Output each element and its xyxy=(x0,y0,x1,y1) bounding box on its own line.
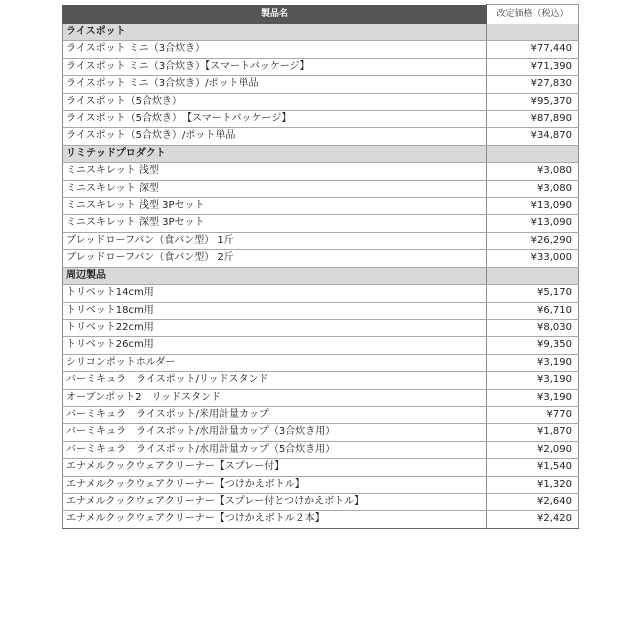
table-row xyxy=(63,406,579,423)
table-row xyxy=(63,250,579,267)
product-price: ¥26,290 xyxy=(487,232,579,249)
table-row xyxy=(63,441,579,458)
category-row xyxy=(63,24,579,41)
table-row xyxy=(63,111,579,128)
product-price: ¥3,080 xyxy=(487,163,579,180)
table-row xyxy=(63,389,579,406)
product-price: ¥3,190 xyxy=(487,389,579,406)
product-name: ライスポット（5合炊き） 【スマートパッケージ】 xyxy=(63,111,487,128)
table-row xyxy=(63,232,579,249)
product-price: ¥6,710 xyxy=(487,302,579,319)
product-name: ライスポット（5合炊き） xyxy=(63,93,487,110)
product-name: ライスポット ミニ（3合炊き） xyxy=(63,41,487,58)
product-name: トリベット26cm用 xyxy=(63,337,487,354)
table-row xyxy=(63,180,579,197)
category-row xyxy=(63,267,579,284)
table-row xyxy=(63,76,579,93)
table-row xyxy=(63,354,579,371)
table-row xyxy=(63,58,579,75)
table-header-row xyxy=(63,5,579,25)
product-name: トリベット14cm用 xyxy=(63,285,487,302)
table-row xyxy=(63,511,579,528)
table-row xyxy=(63,337,579,354)
product-name: ライスポット（5合炊き）/ポット単品 xyxy=(63,128,487,145)
product-name: エナメルクックウェアクリーナー【つけかえボトル】 xyxy=(63,476,487,493)
product-name: オーブンポット2 リッドスタンド xyxy=(63,389,487,406)
table-row xyxy=(63,476,579,493)
product-price: ¥1,540 xyxy=(487,459,579,476)
table-row xyxy=(63,41,579,58)
table-row xyxy=(63,319,579,336)
product-name: ミニスキレット 浅型 3Pセット xyxy=(63,198,487,215)
product-price: ¥77,440 xyxy=(487,41,579,58)
product-name: エナメルクックウェアクリーナー【つけかえボトル２本】 xyxy=(63,511,487,528)
table-row xyxy=(63,93,579,110)
product-name: バーミキュラ ライスポット/水用計量カップ（3合炊き用） xyxy=(63,424,487,441)
price-table-container xyxy=(62,4,578,529)
table-row xyxy=(63,285,579,302)
table-row xyxy=(63,198,579,215)
header-product-name: 製品名 xyxy=(63,5,487,25)
table-row xyxy=(63,163,579,180)
product-price: ¥3,080 xyxy=(487,180,579,197)
table-row xyxy=(63,424,579,441)
product-price: ¥3,190 xyxy=(487,354,579,371)
category-price-cell xyxy=(487,267,579,284)
product-name: エナメルクックウェアクリーナー【スプレー付】 xyxy=(63,459,487,476)
category-row xyxy=(63,145,579,162)
product-price: ¥2,420 xyxy=(487,511,579,528)
table-row xyxy=(63,128,579,145)
product-price: ¥1,320 xyxy=(487,476,579,493)
product-name: ライスポット ミニ（3合炊き）/ポット単品 xyxy=(63,76,487,93)
product-price: ¥27,830 xyxy=(487,76,579,93)
product-price: ¥2,640 xyxy=(487,493,579,510)
product-price: ¥3,190 xyxy=(487,372,579,389)
product-price: ¥13,090 xyxy=(487,215,579,232)
table-body xyxy=(63,24,579,528)
category-price-cell xyxy=(487,145,579,162)
product-name: ミニスキレット 深型 xyxy=(63,180,487,197)
product-price: ¥95,370 xyxy=(487,93,579,110)
product-name: トリベット18cm用 xyxy=(63,302,487,319)
header-revised-price: 改定価格（税込） xyxy=(487,5,579,25)
product-name: ミニスキレット 深型 3Pセット xyxy=(63,215,487,232)
product-price: ¥13,090 xyxy=(487,198,579,215)
product-price: ¥9,350 xyxy=(487,337,579,354)
product-name: ブレッドローフパン（食パン型） 2斤 xyxy=(63,250,487,267)
product-price: ¥33,000 xyxy=(487,250,579,267)
product-name: バーミキュラ ライスポット/リッドスタンド xyxy=(63,372,487,389)
category-label: リミテッドプロダクト xyxy=(63,145,487,162)
product-price: ¥34,870 xyxy=(487,128,579,145)
price-table xyxy=(62,4,579,529)
product-price: ¥1,870 xyxy=(487,424,579,441)
product-name: エナメルクックウェアクリーナー【スプレー付とつけかえボトル】 xyxy=(63,493,487,510)
product-name: ブレッドローフパン（食パン型） 1斤 xyxy=(63,232,487,249)
table-row xyxy=(63,302,579,319)
product-name: ライスポット ミニ（3合炊き）【スマートパッケージ】 xyxy=(63,58,487,75)
category-label: 周辺製品 xyxy=(63,267,487,284)
product-name: バーミキュラ ライスポット/米用計量カップ xyxy=(63,406,487,423)
table-row xyxy=(63,372,579,389)
product-price: ¥87,890 xyxy=(487,111,579,128)
product-price: ¥71,390 xyxy=(487,58,579,75)
product-price: ¥2,090 xyxy=(487,441,579,458)
product-name: トリベット22cm用 xyxy=(63,319,487,336)
product-name: バーミキュラ ライスポット/水用計量カップ（5合炊き用） xyxy=(63,441,487,458)
product-price: ¥770 xyxy=(487,406,579,423)
table-row xyxy=(63,493,579,510)
table-row xyxy=(63,215,579,232)
category-price-cell xyxy=(487,24,579,41)
table-row xyxy=(63,459,579,476)
product-name: シリコンポットホルダー xyxy=(63,354,487,371)
product-price: ¥5,170 xyxy=(487,285,579,302)
category-label: ライスポット xyxy=(63,24,487,41)
product-price: ¥8,030 xyxy=(487,319,579,336)
product-name: ミニスキレット 浅型 xyxy=(63,163,487,180)
